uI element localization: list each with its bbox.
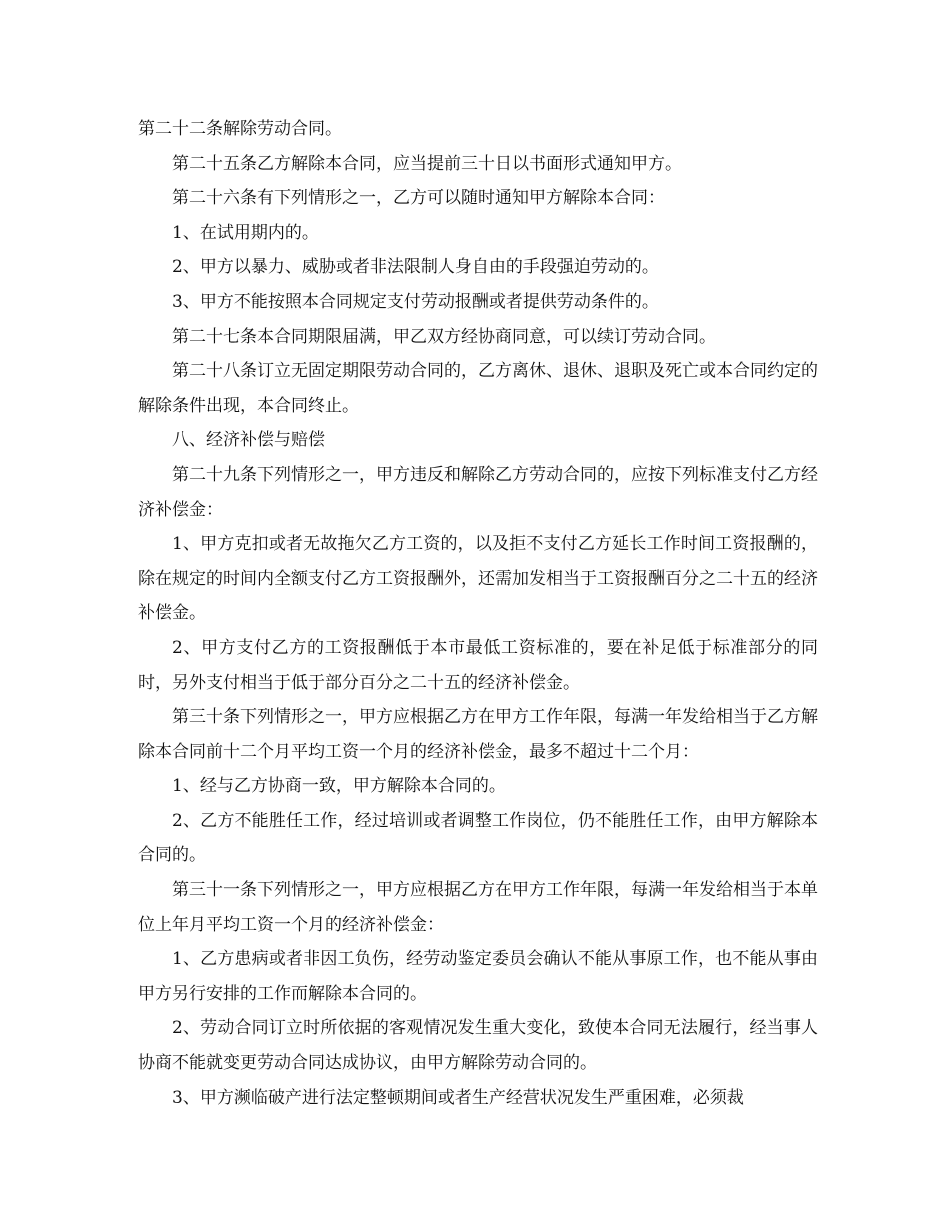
paragraph-article-22: 第二十二条解除劳动合同。 xyxy=(138,119,342,139)
paragraph-article-31-item-1: 1、乙方患病或者非因工负伤，经劳动鉴定委员会确认不能从事原工作，也不能从事由甲方另行安排的工作而解除本合同的。 xyxy=(138,949,818,1004)
paragraph-article-26-item-3: 3、甲方不能按照本合同规定支付劳动报酬或者提供劳动条件的。 xyxy=(172,291,659,312)
paragraph-article-26-item-2: 2、甲方以暴力、威胁或者非法限制人身自由的手段强迫劳动的。 xyxy=(172,257,659,278)
paragraph-article-26: 第二十六条有下列情形之一，乙方可以随时通知甲方解除本合同： xyxy=(172,188,665,209)
paragraph-article-26-item-1: 1、在试用期内的。 xyxy=(172,222,319,243)
paragraph-article-30: 第三十条下列情形之一，甲方应根据乙方在甲方工作年限，每满一年发给相当于乙方解除本合同前十二个月平均工资一个月的经济补偿金，最多不超过十二个月： xyxy=(138,707,818,762)
paragraph-article-29-item-1: 1、甲方克扣或者无故拖欠乙方工资的，以及拒不支付乙方延长工作时间工资报酬的，除在规定的时间内全额支付乙方工资报酬外，还需加发相当于工资报酬百分之二十五的经济补偿金。 xyxy=(138,534,818,624)
section-heading-compensation: 八、经济补偿与赔偿 xyxy=(172,430,325,451)
paragraph-article-28: 第二十八条订立无固定期限劳动合同的，乙方离休、退休、退职及死亡或本合同约定的解除条件出现，本合同终止。 xyxy=(138,361,818,416)
paragraph-article-31: 第三十一条下列情形之一，甲方应根据乙方在甲方工作年限，每满一年发给相当于本单位上年月平均工资一个月的经济补偿金： xyxy=(138,880,818,935)
paragraph-article-30-item-2: 2、乙方不能胜任工作，经过培训或者调整工作岗位，仍不能胜任工作，由甲方解除本合同的。 xyxy=(138,810,818,866)
paragraph-article-31-item-2: 2、劳动合同订立时所依据的客观情况发生重大变化，致使本合同无法履行，经当事人协商不能就变更劳动合同达成协议，由甲方解除劳动合同的。 xyxy=(138,1018,818,1074)
document-body xyxy=(138,112,818,1115)
paragraph-article-29-item-2: 2、甲方支付乙方的工资报酬低于本市最低工资标准的，要在补足低于标准部分的同时，另外支付相当于低于部分百分之二十五的经济补偿金。 xyxy=(138,637,818,693)
paragraph-article-30-item-1: 1、经与乙方协商一致，甲方解除本合同的。 xyxy=(172,776,506,797)
paragraph-article-25: 第二十五条乙方解除本合同，应当提前三十日以书面形式通知甲方。 xyxy=(172,153,682,174)
paragraph-article-29: 第二十九条下列情形之一，甲方违反和解除乙方劳动合同的，应按下列标准支付乙方经济补偿金： xyxy=(138,464,818,520)
paragraph-article-31-item-3: 3、甲方濒临破产进行法定整顿期间或者生产经营状况发生严重困难，必须裁 xyxy=(172,1087,744,1108)
paragraph-article-27: 第二十七条本合同期限届满，甲乙双方经协商同意，可以续订劳动合同。 xyxy=(172,326,716,347)
